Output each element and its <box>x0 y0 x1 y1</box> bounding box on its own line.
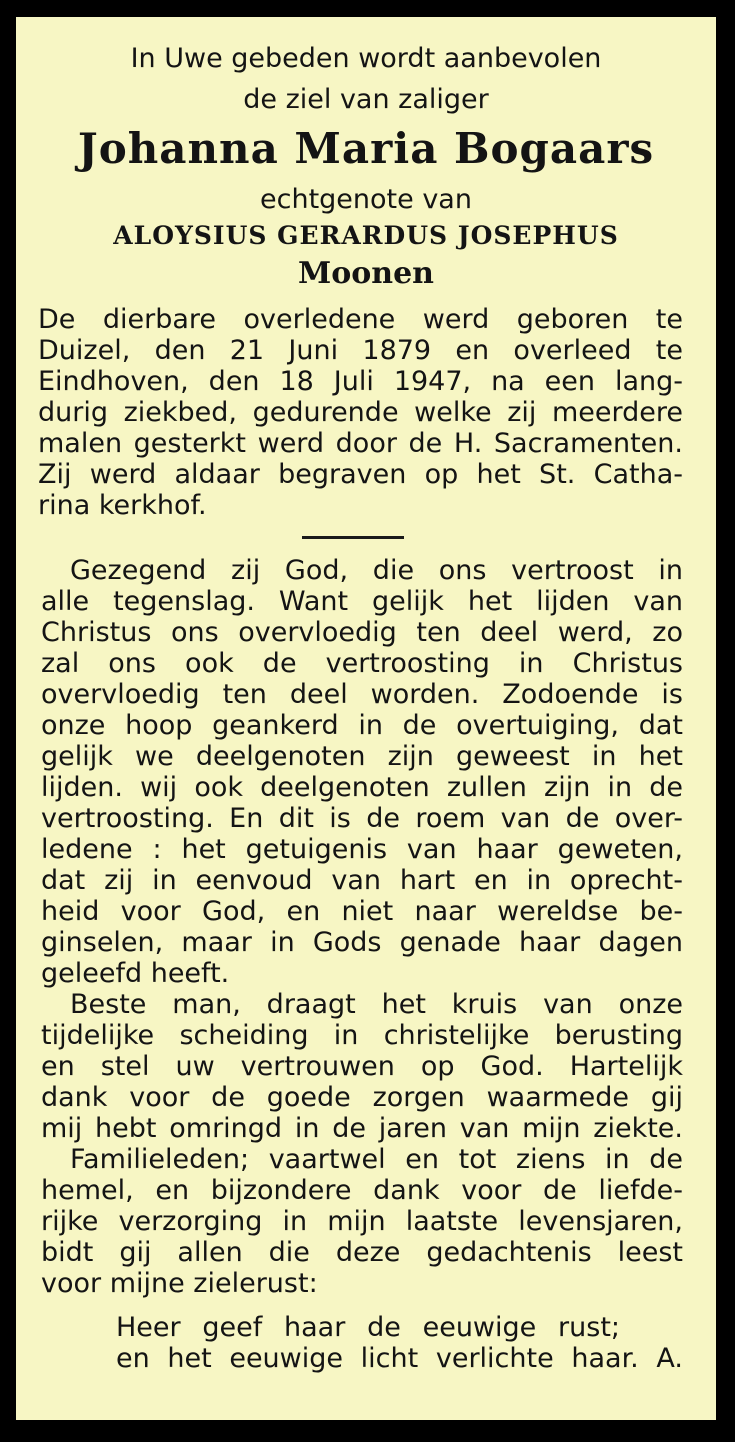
text-line: geleefd heeft. <box>41 958 230 989</box>
text-line: vertroosting. En dit is de roem van de over- <box>41 803 683 834</box>
text-line: Familieleden; vaartwel en tot ziens in de <box>70 1144 683 1175</box>
biography-line: De dierbare overledene werd geboren te <box>38 304 683 335</box>
biography-line: Duizel, den 21 Juni 1879 en overleed te <box>38 335 683 366</box>
text-line: en stel uw vertrouwen op God. Hartelijk <box>41 1051 683 1082</box>
text-line: overvloedig ten deel worden. Zodoende is <box>41 679 683 710</box>
text-line: mij hebt omringd in de jaren van mijn ziekte. <box>41 1113 683 1144</box>
spouse-intro: echtgenote van <box>260 184 472 215</box>
text-line: Gezegend zij God, die ons vertroost in <box>70 555 683 586</box>
text-line: ledene : het getuigenis van haar geweten, <box>41 834 683 865</box>
text-line: dat zij in eenvoud van hart en in oprecht- <box>41 865 683 896</box>
memorial-card <box>16 17 716 1420</box>
text-line: heid voor God, en niet naar wereldse be- <box>41 896 683 927</box>
text-line: tijdelijke scheiding in christelijke berusting <box>41 1020 683 1051</box>
text-line: rijke verzorging in mijn laatste levensjaren, <box>41 1206 683 1237</box>
text-line: gelijk we deelgenoten zijn geweest in het <box>41 741 683 772</box>
text-line: ginselen, maar in Gods genade haar dagen <box>41 927 683 958</box>
text-line: Beste man, draagt het kruis van onze <box>70 989 683 1020</box>
text-line: Christus ons overvloedig ten deel werd, zo <box>41 617 683 648</box>
divider-rule <box>302 536 404 539</box>
biography-line: Zij werd aldaar begraven op het St. Catha- <box>38 459 683 490</box>
text-line: zal ons ook de vertroosting in Christus <box>41 648 683 679</box>
text-line: voor mijne zielerust: <box>41 1268 318 1299</box>
text-line: hemel, en bijzondere dank voor de liefde- <box>41 1175 683 1206</box>
text-line: dank voor de goede zorgen waarmede gij <box>41 1082 683 1113</box>
text-line: bidt gij allen die deze gedachtenis leest <box>41 1237 683 1268</box>
prayer-line: Heer geef haar de eeuwige rust; <box>116 1312 620 1343</box>
biography-line: rina kerkhof. <box>38 490 207 521</box>
biography-line: durig ziekbed, gedurende welke zij meerdere <box>38 397 683 428</box>
deceased-name: Johanna Maria Bogaars <box>77 124 655 173</box>
text-line: lijden. wij ook deelgenoten zullen zijn in de <box>41 772 683 803</box>
intro-line: In Uwe gebeden wordt aanbevolen <box>130 43 602 74</box>
intro-line: de ziel van zaliger <box>243 84 489 115</box>
text-line: onze hoop geankerd in de overtuiging, dat <box>41 710 683 741</box>
biography-line: Eindhoven, den 18 Juli 1947, na een lang- <box>38 366 683 397</box>
spouse-surname: Moonen <box>298 256 434 291</box>
prayer-line: en het eeuwige licht verlichte haar. A. <box>116 1343 683 1374</box>
biography-line: malen gesterkt werd door de H. Sacramenten. <box>38 428 683 459</box>
text-line: alle tegenslag. Want gelijk het lijden van <box>41 586 683 617</box>
spouse-given-names: ALOYSIUS GERARDUS JOSEPHUS <box>113 221 619 250</box>
